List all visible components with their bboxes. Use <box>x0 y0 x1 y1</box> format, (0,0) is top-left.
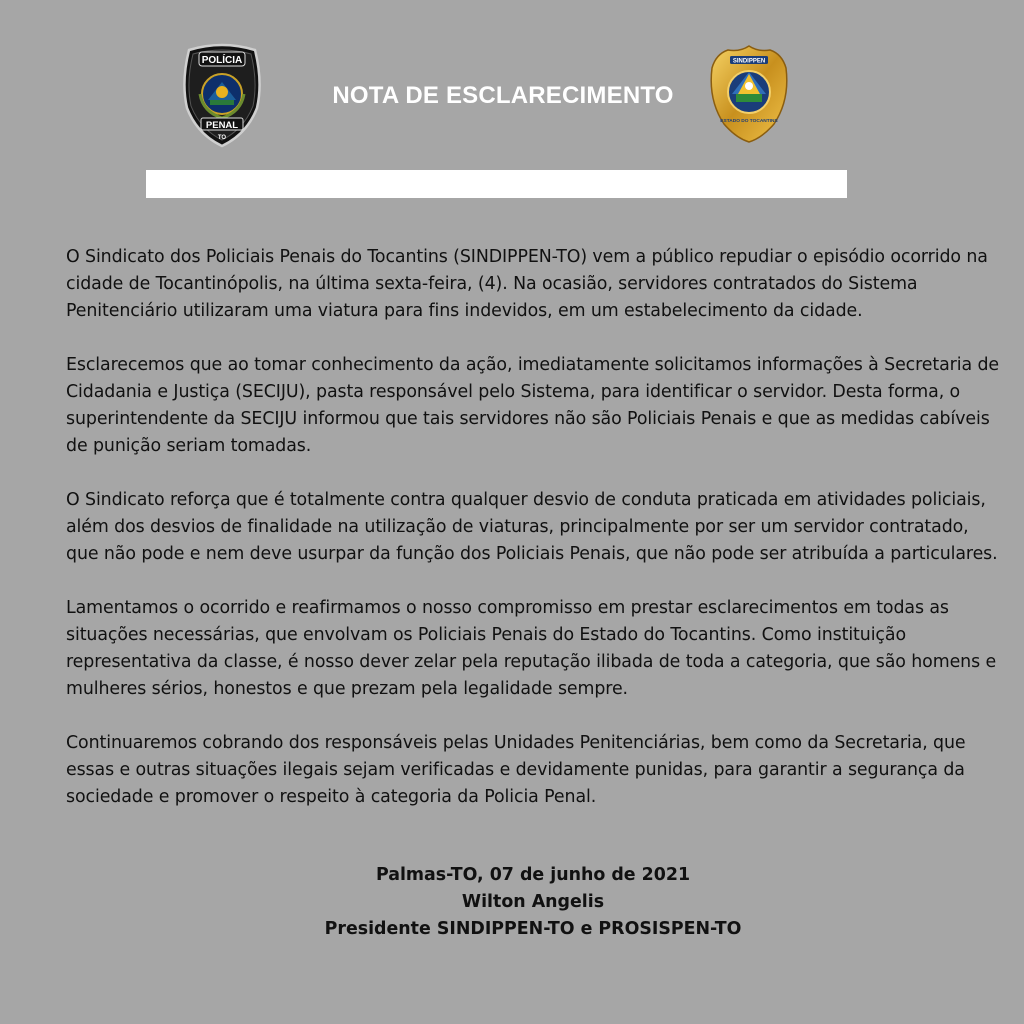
paragraph-4: Lamentamos o ocorrido e reafirmamos o nosso compromisso em prestar esclarecimentos em todas as situações necessárias, que envolvam os Policiais Penais do Estado do Tocantins. Como instituição representativa da classe, é nosso dever zelar pela reputação ilibada de toda a categoria, que são homens e mulheres sérios, honestos e que prezam pela legalidade sempre. <box>66 598 997 699</box>
paragraph-3: O Sindicato reforça que é totalmente contra qualquer desvio de conduta praticada em atividades policiais, além dos desvios de finalidade na utilização de viaturas, principalmente por ser um servidor contratado, que não pode e nem deve usurpar da função dos Policiais Penais, que não pode ser atribuída a particulares. <box>66 490 998 564</box>
paragraph-2: Esclarecemos que ao tomar conhecimento da ação, imediatamente solicitamos informações à Secretaria de Cidadania e Justiça (SECIJU), pasta responsável pelo Sistema, para identificar o servidor. Desta forma, o superintendente da SECIJU informou que tais servidores não são Policiais Penais e que as medidas cabíveis de punição seriam tomadas. <box>66 355 999 456</box>
svg-text:PENAL: PENAL <box>205 120 239 131</box>
sindippen-badge-icon <box>708 44 790 144</box>
signer-role: Presidente SINDIPPEN-TO e PROSISPEN-TO <box>324 919 742 939</box>
svg-text:SINDIPPEN: SINDIPPEN <box>732 58 766 65</box>
document-body <box>66 244 1006 838</box>
svg-text:POLÍCIA: POLÍCIA <box>201 55 243 66</box>
paragraph-1: O Sindicato dos Policiais Penais do Tocantins (SINDIPPEN-TO) vem a público repudiar o episódio ocorrido na cidade de Tocantinópolis, na última sexta-feira, (4). Na ocasião, servidores contratados do Sistema Penitenciário utilizaram uma viatura para fins indevidos, em um estabelecimento da cidade. <box>66 247 988 321</box>
place-date: Palmas-TO, 07 de junho de 2021 <box>375 865 691 885</box>
divider-bar <box>146 170 847 198</box>
signer-name: Wilton Angelis <box>461 892 605 912</box>
page-title: NOTA DE ESCLARECIMENTO <box>332 82 674 109</box>
policia-penal-badge-icon <box>181 42 263 148</box>
signature-block <box>0 862 1024 943</box>
paragraph-5: Continuaremos cobrando dos responsáveis pelas Unidades Penitenciárias, bem como da Secretaria, que essas e outras situações ilegais sejam verificadas e devidamente punidas, para garantir a segurança da sociedade e promover o respeito à categoria da Policia Penal. <box>66 733 966 807</box>
svg-text:ESTADO DO TOCANTINS: ESTADO DO TOCANTINS <box>720 119 778 124</box>
svg-text:TO: TO <box>217 135 227 141</box>
